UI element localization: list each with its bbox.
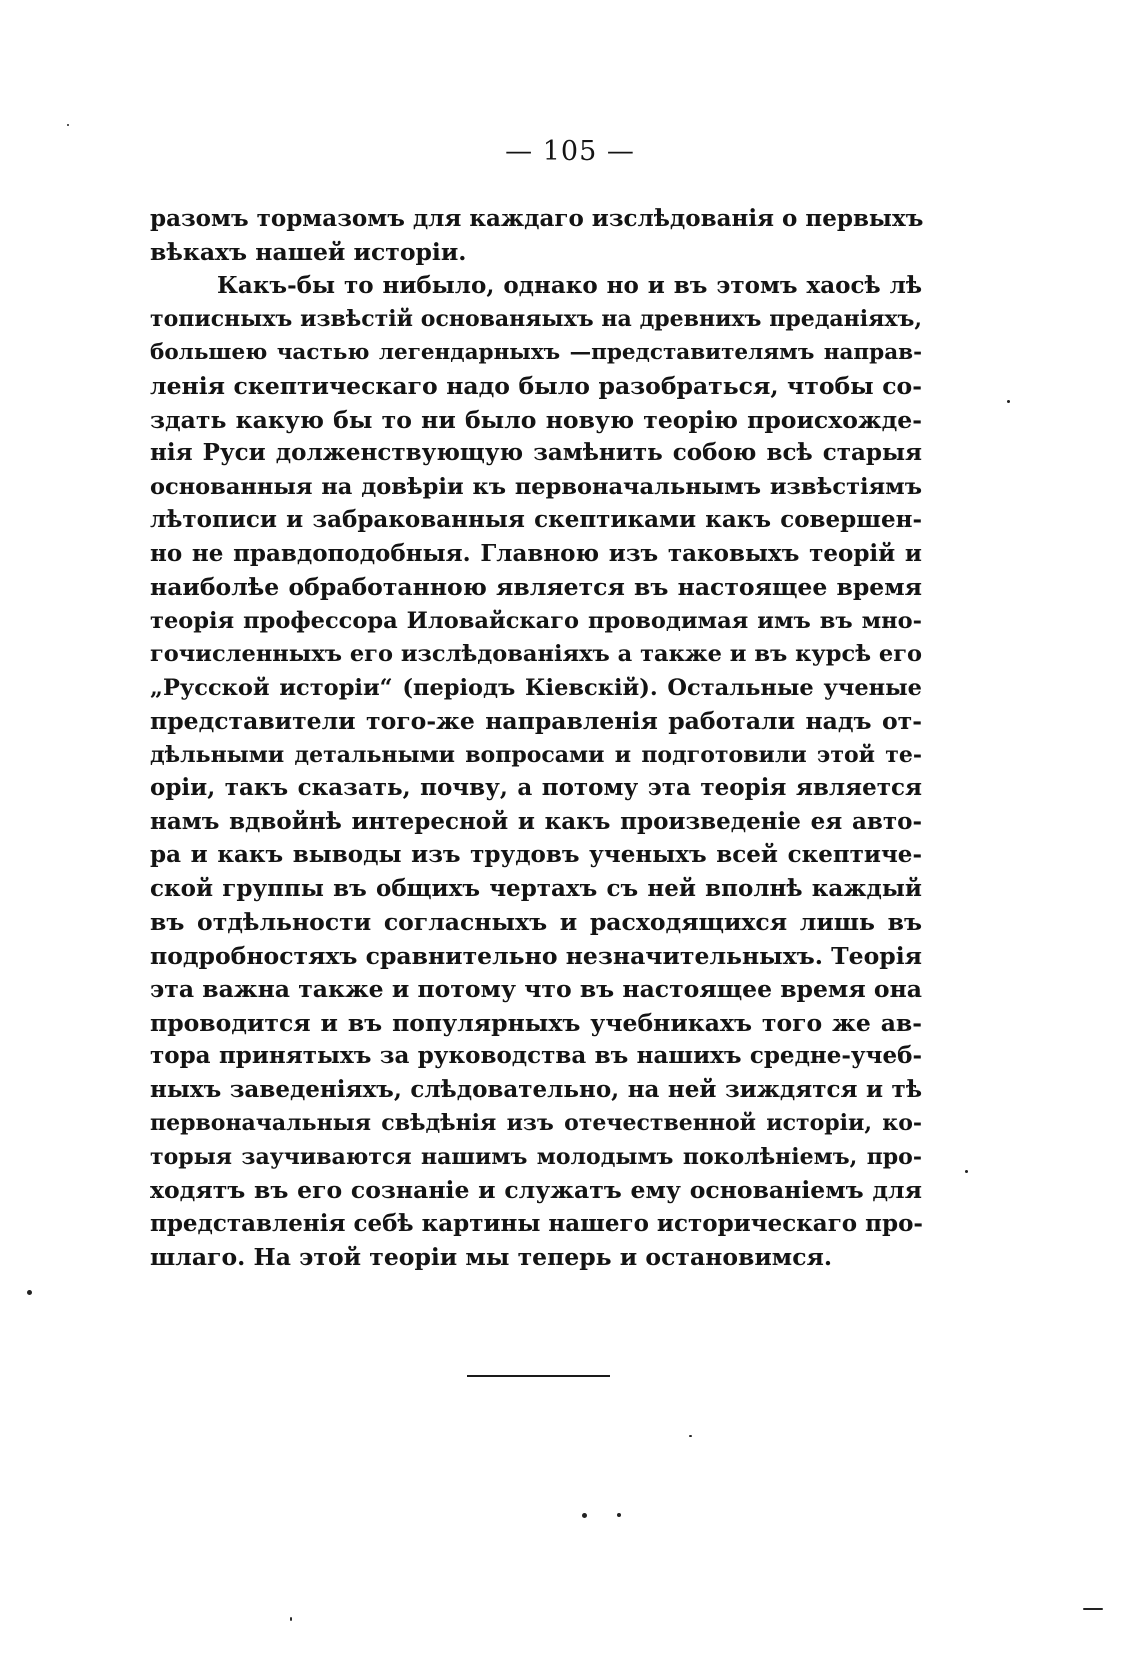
text-line-26: тора принятыхъ за руководства въ нашихъ средне-учеб- <box>150 1042 922 1069</box>
text-line-4: тописныхъ извѣстій основаняыхъ на древнихъ преданіяхъ, <box>150 306 922 332</box>
text-line-24: эта важна также и потому что въ настоящее время она <box>150 975 922 1003</box>
scan-speck <box>290 1617 292 1621</box>
page-number: — 105 — <box>505 136 635 167</box>
text-line-29: торыя заучиваются нашимъ молодымъ поколѣніемъ, про- <box>150 1144 922 1170</box>
scan-speck <box>67 124 69 126</box>
scan-speck <box>582 1513 587 1518</box>
text-line-32: шлаго. На этой теоріи мы теперь и остановимся. <box>150 1243 833 1271</box>
text-line-1: разомъ тормазомъ для каждаго изслѣдованія о первыхъ <box>150 205 924 232</box>
text-line-16: представители того-же направленія работали надъ от- <box>150 707 922 735</box>
text-line-9: основанныя на довѣріи къ первоначальнымъ извѣстіямъ <box>150 474 922 500</box>
text-line-25: проводится и въ популярныхъ учебникахъ того же ав- <box>150 1009 922 1037</box>
end-rule <box>467 1375 610 1377</box>
text-line-10: лѣтописи и забракованныя скептиками какъ совершен- <box>150 506 922 533</box>
text-line-14: гочисленныхъ его изслѣдованіяхъ а также и въ курсѣ его <box>150 641 922 667</box>
text-line-5: большею частью легендарныхъ —представителямъ направ- <box>150 340 922 365</box>
text-line-28: первоначальныя свѣдѣнія изъ отечественной исторіи, ко- <box>150 1110 922 1136</box>
text-line-22: въ отдѣльности согласныхъ и расходящихся лишь въ <box>150 908 922 936</box>
text-line-18: оріи, такъ сказать, почву, а потому эта теорія является <box>150 774 922 801</box>
text-line-27: ныхъ заведеніяхъ, слѣдовательно, на ней зиждятся и тѣ <box>150 1076 922 1103</box>
text-line-7: здать какую бы то ни было новую теорію происхожде- <box>150 406 922 434</box>
text-line-2: вѣкахъ нашей исторіи. <box>150 238 467 266</box>
text-line-11: но не правдоподобныя. Главною изъ таковыхъ теорій и <box>150 540 922 567</box>
text-line-17: дѣльными детальными вопросами и подготовили этой те- <box>150 742 922 768</box>
text-line-31: представленія себѣ картины нашего историческаго про- <box>150 1210 923 1237</box>
text-line-12: наиболѣе обработанною является въ настоящее время <box>150 573 922 601</box>
text-line-8: нія Руси долженствующую замѣнить собою всѣ старыя <box>150 439 922 466</box>
text-line-23: подробностяхъ сравнительно незначительныхъ. Теорія <box>150 942 922 970</box>
scan-speck <box>965 1170 968 1173</box>
scan-speck <box>617 1513 621 1517</box>
text-line-20: ра и какъ выводы изъ трудовъ ученыхъ всей скептиче- <box>150 841 922 868</box>
scan-speck <box>27 1290 32 1295</box>
scan-speck <box>1007 400 1010 403</box>
scan-speck <box>689 1435 692 1437</box>
text-line-6: ленія скептическаго надо было разобраться, чтобы со- <box>150 372 922 400</box>
text-line-21: ской группы въ общихъ чертахъ съ ней вполнѣ каждый <box>150 875 922 902</box>
text-line-13: теорія профессора Иловайскаго проводимая имъ въ мно- <box>150 608 922 634</box>
text-line-19: намъ вдвойнѣ интересной и какъ произведеніе ея авто- <box>150 808 922 835</box>
text-line-30: ходятъ въ его сознаніе и служатъ ему основаніемъ для <box>150 1176 922 1204</box>
text-line-3: Какъ-бы то нибыло, однако но и въ этомъ хаосѣ лѣ <box>217 272 922 299</box>
scan-speck <box>1083 1608 1103 1610</box>
text-line-15: „Русской исторіи“ (періодъ Кіевскій). Остальные ученые <box>150 675 922 701</box>
